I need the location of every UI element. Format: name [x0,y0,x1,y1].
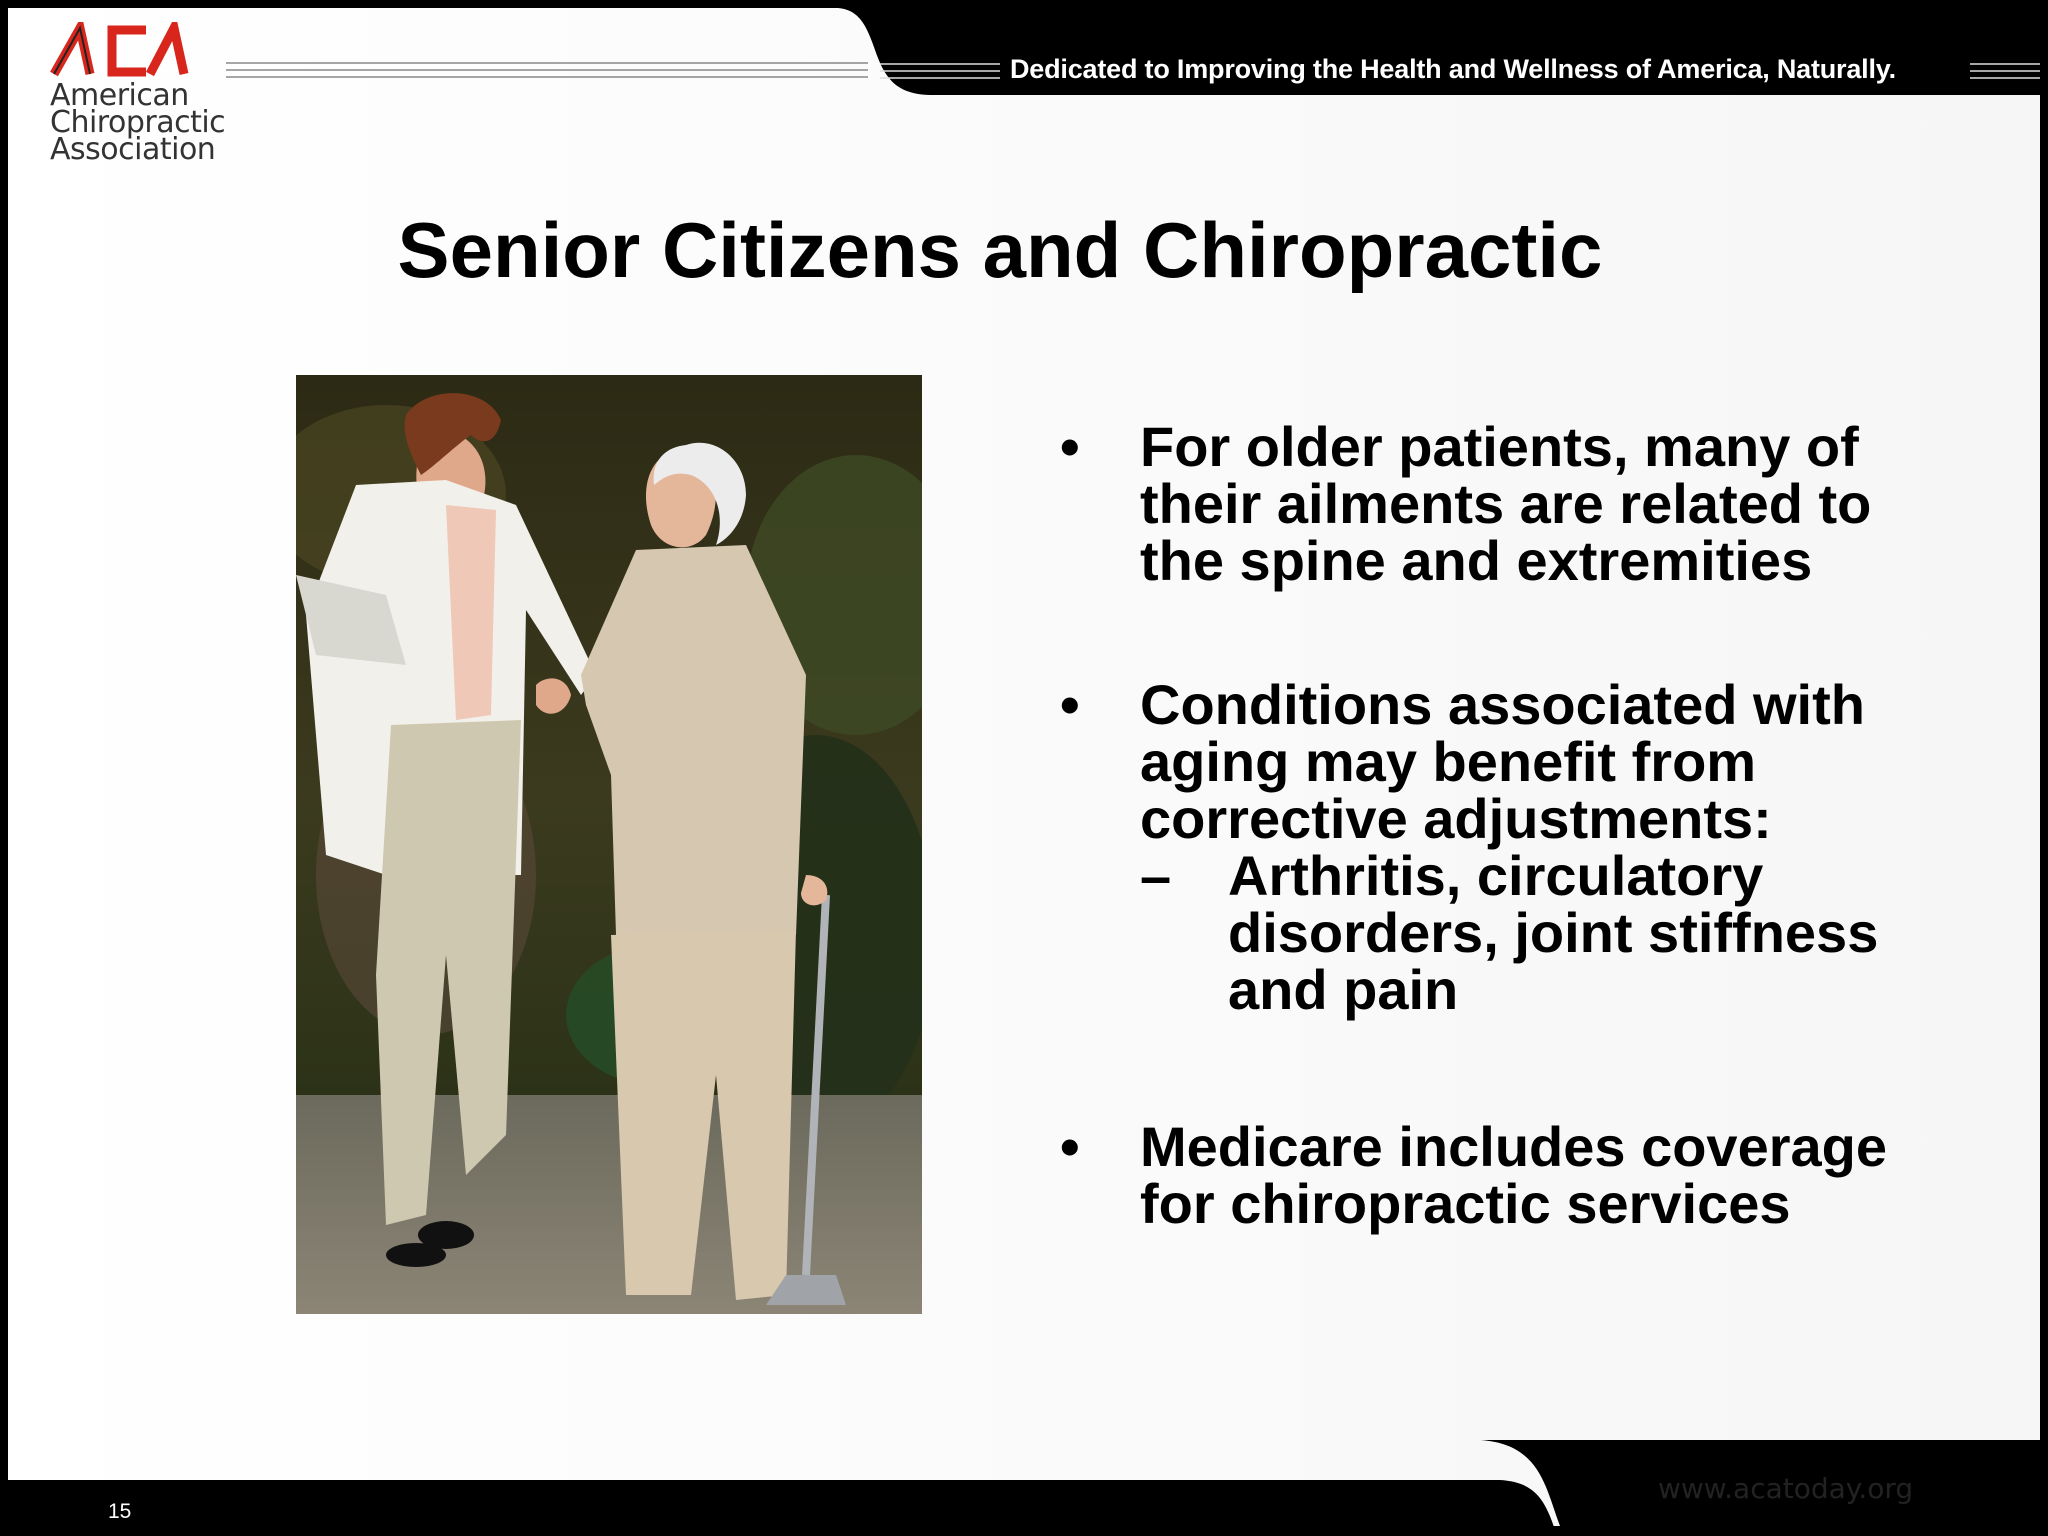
logo-line-2: Chiropractic [50,105,226,140]
bullet-line: Conditions associated with [1140,673,1865,736]
bullet-line: for chiropractic services [1140,1172,1791,1235]
bullet-item [1060,1115,1888,1235]
bullet-item [1060,415,1872,592]
bullet-line: corrective adjustments: [1140,787,1772,850]
logo-line-1: American [50,78,189,113]
bullet-marker: • [1060,673,1080,736]
sub-bullet-line: Arthritis, circulatory [1228,844,1764,907]
header-tagline: Dedicated to Improving the Health and Wellness of America, Naturally. [1010,54,1896,84]
aca-logo [50,22,250,172]
logo-line-3: Association [50,132,216,167]
senior-walking-photo [296,375,922,1314]
sub-bullet-line: and pain [1228,958,1459,1021]
aca-logo-mark [50,22,200,78]
sub-bullet-line: disorders, joint stiffness [1228,901,1879,964]
bullet-line: their ailments are related to [1140,472,1872,535]
sub-bullet-item [1140,844,1879,1021]
sub-bullet-marker: – [1140,844,1172,907]
footer-url: www.acatoday.org [1658,1472,1914,1505]
page-number: 15 [108,1500,132,1523]
bullet-marker: • [1060,415,1080,478]
aca-logo-wordmark [50,78,226,167]
bullet-line: the spine and extremities [1140,529,1813,592]
slide-title: Senior Citizens and Chiropractic [397,206,1603,294]
bullet-marker: • [1060,1115,1080,1178]
bullet-line: aging may benefit from [1140,730,1757,793]
bullet-item [1060,673,1879,1021]
bullet-line: Medicare includes coverage [1140,1115,1888,1178]
bullet-line: For older patients, many of [1140,415,1859,478]
